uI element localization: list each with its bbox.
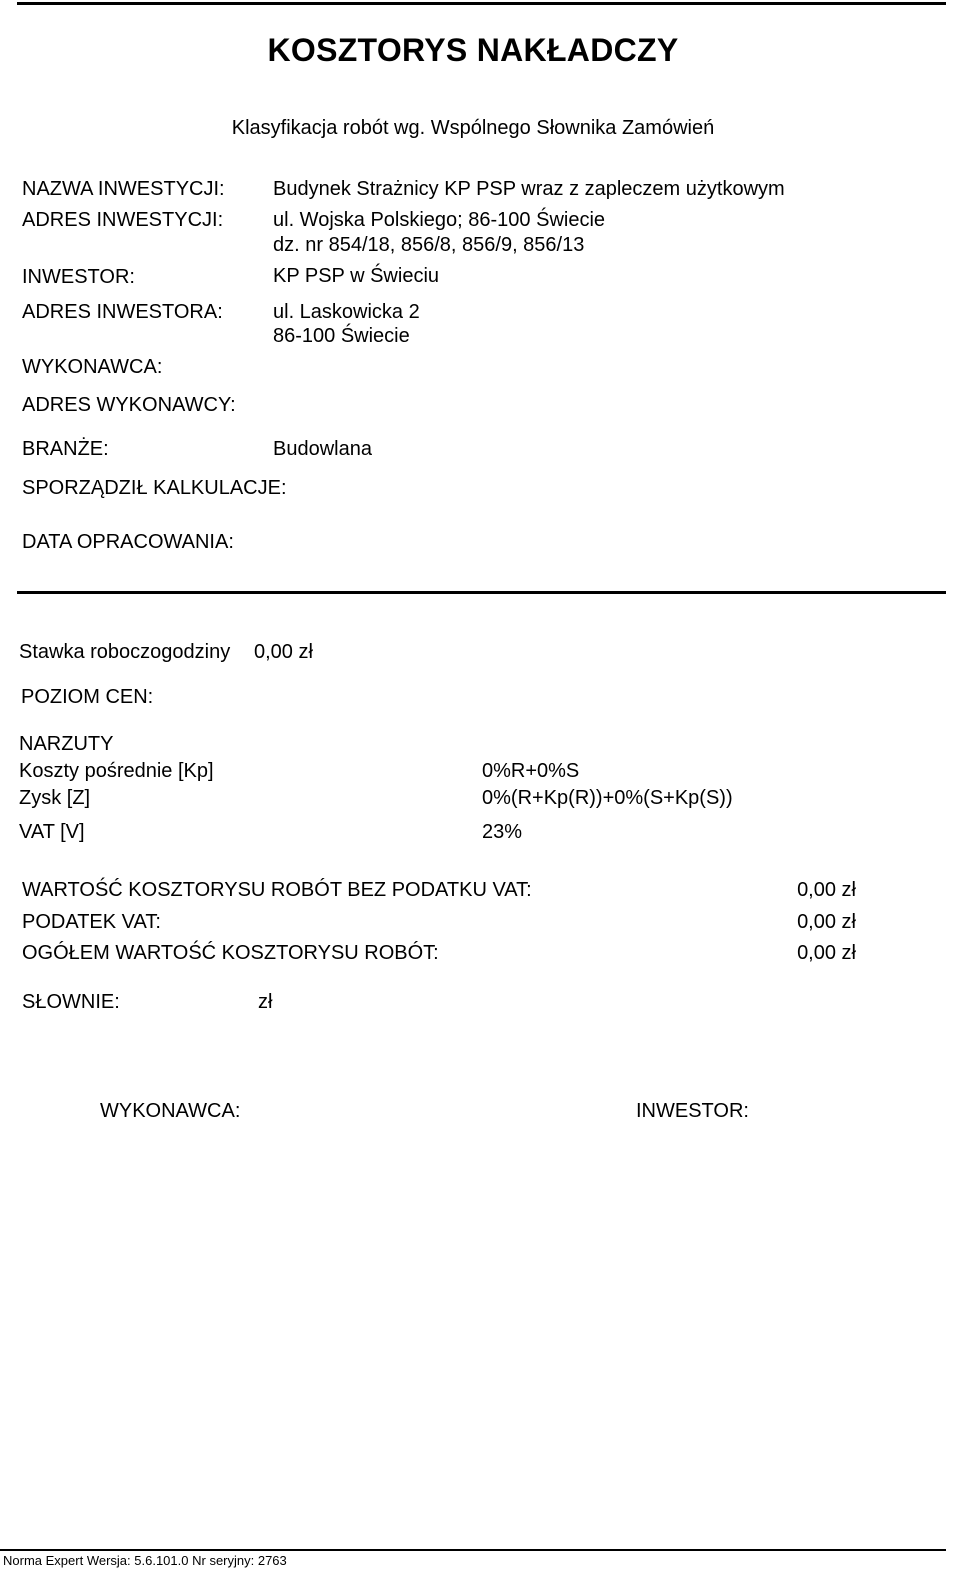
investment-name-value: Budynek Strażnicy KP PSP wraz z zapleczem użytkowym xyxy=(273,178,785,200)
investment-address-label: ADRES INWESTYCJI: xyxy=(22,209,224,231)
investor-address-label: ADRES INWESTORA: xyxy=(22,301,223,323)
net-total-value: 0,00 zł xyxy=(797,879,856,901)
in-words-value: zł xyxy=(258,991,273,1013)
footer-serial: Nr seryjny: 2763 xyxy=(192,1553,287,1568)
indirect-costs-label: Koszty pośrednie [Kp] xyxy=(19,760,214,782)
section-rule xyxy=(17,591,946,594)
gross-total-value: 0,00 zł xyxy=(797,942,856,964)
investor-value: KP PSP w Świeciu xyxy=(273,265,440,287)
net-total-label: WARTOŚĆ KOSZTORYSU ROBÓT BEZ PODATKU VAT: xyxy=(22,879,532,901)
footer-info xyxy=(3,1553,287,1568)
document-title: KOSZTORYS NAKŁADCZY xyxy=(267,32,679,68)
signature-investor-label: INWESTOR: xyxy=(636,1100,749,1122)
branch-value: Budowlana xyxy=(273,438,372,460)
vat-tax-label: PODATEK VAT: xyxy=(22,911,161,933)
vat-label: VAT [V] xyxy=(19,821,85,843)
contractor-address-label: ADRES WYKONAWCY: xyxy=(22,394,236,416)
in-words-label: SŁOWNIE: xyxy=(22,991,120,1013)
signature-contractor-label: WYKONAWCA: xyxy=(100,1100,241,1122)
price-level-label: POZIOM CEN: xyxy=(21,686,154,708)
indirect-costs-value: 0%R+0%S xyxy=(482,760,580,782)
prepared-by-label: SPORZĄDZIŁ KALKULACJE: xyxy=(22,477,287,499)
footer-version: Wersja: 5.6.101.0 xyxy=(86,1553,189,1568)
profit-value: 0%(R+Kp(R))+0%(S+Kp(S)) xyxy=(482,787,733,809)
hourly-rate-label: Stawka roboczogodziny xyxy=(19,641,231,663)
footer-software: Norma Expert xyxy=(3,1553,84,1568)
footer-rule xyxy=(0,1549,946,1551)
date-label: DATA OPRACOWANIA: xyxy=(22,531,234,553)
vat-value: 23% xyxy=(482,821,523,843)
vat-tax-value: 0,00 zł xyxy=(797,911,856,933)
investor-label: INWESTOR: xyxy=(22,266,135,288)
gross-total-label: OGÓŁEM WARTOŚĆ KOSZTORYSU ROBÓT: xyxy=(22,942,439,964)
surcharges-label: NARZUTY xyxy=(19,733,114,755)
investor-address-line1: ul. Laskowicka 2 xyxy=(273,301,420,323)
investment-name-label: NAZWA INWESTYCJI: xyxy=(22,178,225,200)
investment-address-line2: dz. nr 854/18, 856/8, 856/9, 856/13 xyxy=(273,234,585,256)
contractor-label: WYKONAWCA: xyxy=(22,356,163,378)
profit-label: Zysk [Z] xyxy=(19,787,91,809)
top-rule xyxy=(17,2,946,5)
hourly-rate-value: 0,00 zł xyxy=(254,641,313,663)
classification-text: Klasyfikacja robót wg. Wspólnego Słownika Zamówień xyxy=(231,117,715,139)
investment-address-line1: ul. Wojska Polskiego; 86-100 Świecie xyxy=(273,209,606,231)
branch-label: BRANŻE: xyxy=(22,438,109,460)
investor-address-line2: 86-100 Świecie xyxy=(273,325,410,347)
